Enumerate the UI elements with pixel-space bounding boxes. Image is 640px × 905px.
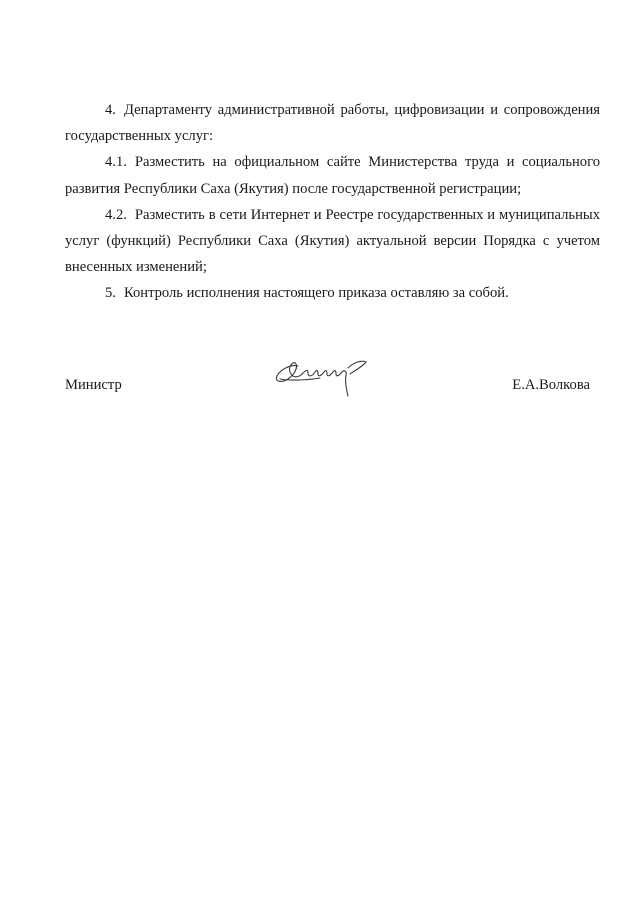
order-item-4-2 [65, 202, 600, 281]
item-number: 4.2. [105, 206, 127, 223]
item-text: Разместить на официальном сайте Министерства труда и социального развития Республики Саха (Якутия) после государственной регистрации; [65, 154, 600, 197]
item-number: 4. [105, 102, 116, 118]
signer-title: Министр [65, 377, 122, 393]
item-text: Департаменту административной работы, цифровизации и сопровождения государственных услуг: [65, 102, 600, 145]
order-body [65, 97, 600, 307]
order-item-4 [65, 97, 600, 149]
item-text: Контроль исполнения настоящего приказа оставляю за собой. [123, 285, 509, 302]
item-number: 4.1. [105, 154, 127, 171]
order-item-4-1 [65, 149, 600, 201]
signature-block [65, 352, 590, 412]
item-text: Разместить в сети Интернет и Реестре государственных и муниципальных услуг (функций) Республики Саха (Якутия) актуальной версии Порядка с учетом внесенных изменений; [65, 206, 600, 276]
handwritten-signature [268, 352, 373, 402]
item-number: 5. [105, 285, 116, 302]
order-item-5 [65, 280, 600, 306]
signer-name: Е.А.Волкова [512, 377, 590, 393]
